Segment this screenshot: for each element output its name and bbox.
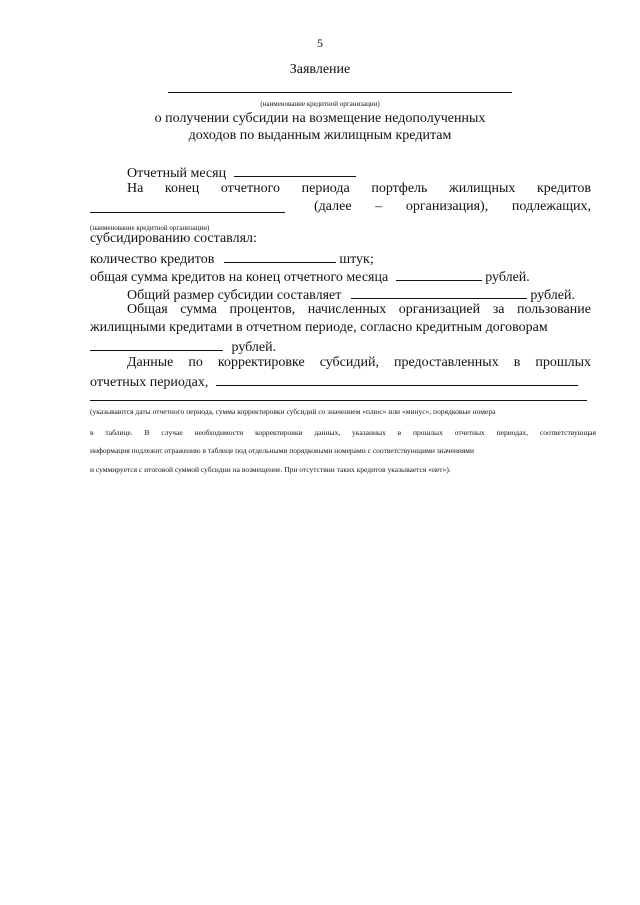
total-amount-blank [396, 267, 482, 281]
subtitle-line-1: о получении субсидии на возмещение недополученных [154, 111, 486, 126]
report-month-blank [234, 163, 356, 177]
word: данных, [314, 428, 341, 437]
correction-blank-line-2 [90, 400, 587, 401]
footnote-line-4: и суммируется с итоговой суммой субсидии на возмещение. При отсутствии таких кредитов указывается «нет»). [90, 465, 451, 474]
document-title: Заявление [289, 62, 351, 77]
word: процентов, [229, 302, 296, 317]
word: пользование [516, 302, 591, 317]
loan-count-unit: штук; [339, 252, 374, 267]
report-month-label: Отчетный месяц [127, 166, 227, 181]
footnote-line-1: (указываются даты отчетного периода, сумма корректировки субсидий со значением «плюс» или «минус», порядковые номера [90, 407, 496, 416]
word: прошлых [413, 428, 443, 437]
word: конец [164, 181, 200, 196]
word: в [397, 428, 402, 437]
total-amount-label: общая сумма кредитов на конец отчетного месяца [90, 270, 389, 285]
interest-amount-row [90, 337, 276, 356]
word: Данные [127, 355, 174, 370]
page-number: 5 [317, 36, 323, 50]
subsidy-size-label: Общий размер субсидии составляет [127, 288, 342, 303]
word: в [513, 355, 521, 370]
word: отчетных [454, 428, 485, 437]
word: организация), [405, 199, 489, 214]
loan-count-row [90, 249, 374, 268]
subsidy-size-blank [351, 285, 527, 299]
word: сумма [180, 302, 217, 317]
word: таблице. [105, 428, 133, 437]
word: жилищных [449, 181, 516, 196]
org-name-caption: (наименование кредитной организации) [260, 100, 380, 108]
word: периода [301, 181, 350, 196]
word: необходимости [194, 428, 244, 437]
word: портфель [371, 181, 428, 196]
subsidy-size-unit: рублей. [530, 288, 575, 303]
word: по [188, 355, 203, 370]
word: корректировке [217, 355, 305, 370]
word: отчетного [220, 181, 281, 196]
org-name-caption-small: (наименование кредитной организации) [90, 224, 210, 232]
word: (далее [314, 199, 352, 214]
word: – [375, 199, 383, 214]
word: начисленных [307, 302, 387, 317]
loan-count-blank [224, 249, 336, 263]
word: субсидий, [319, 355, 379, 370]
org-name-line [168, 92, 512, 93]
correction-blank [216, 372, 578, 386]
word: соответствующая [539, 428, 596, 437]
word: периодах, [496, 428, 529, 437]
word: за [492, 302, 505, 317]
word: организацией [398, 302, 481, 317]
subsidy-line: субсидированию составлял: [90, 231, 257, 246]
correction-label: отчетных периодах, [90, 375, 209, 390]
word: прошлых [535, 355, 591, 370]
total-amount-unit: рублей. [485, 270, 530, 285]
report-month-row [127, 163, 356, 182]
portfolio-line-2 [314, 199, 591, 215]
subtitle-line-2: доходов по выданным жилищным кредитам [188, 128, 452, 143]
word: случае [161, 428, 183, 437]
loan-count-label: количество кредитов [90, 252, 215, 267]
footnote-line-3: информация подлежит отражению в таблице под отдельными порядковыми номерами с соответствующими значениями [90, 446, 475, 455]
word: кредитов [536, 181, 591, 196]
footnote-line-2 [90, 428, 596, 437]
word: корректировки [255, 428, 303, 437]
portfolio-line-1 [127, 181, 591, 197]
word: подлежащих, [511, 199, 591, 214]
interest-amount-blank [90, 337, 223, 351]
word: в [90, 428, 94, 437]
word: На [127, 181, 144, 196]
org-name-blank [90, 212, 285, 213]
word: В [144, 428, 150, 437]
interest-unit: рублей. [231, 340, 277, 355]
correction-line-1 [127, 355, 591, 371]
interest-line-1 [127, 302, 591, 318]
interest-line-2: жилищными кредитами в отчетном периоде, согласно кредитным договорам [90, 320, 548, 335]
word: предоставленных [393, 355, 499, 370]
correction-line-2 [90, 372, 578, 391]
word: Общая [127, 302, 168, 317]
total-amount-row [90, 267, 530, 286]
word: указанных [352, 428, 386, 437]
